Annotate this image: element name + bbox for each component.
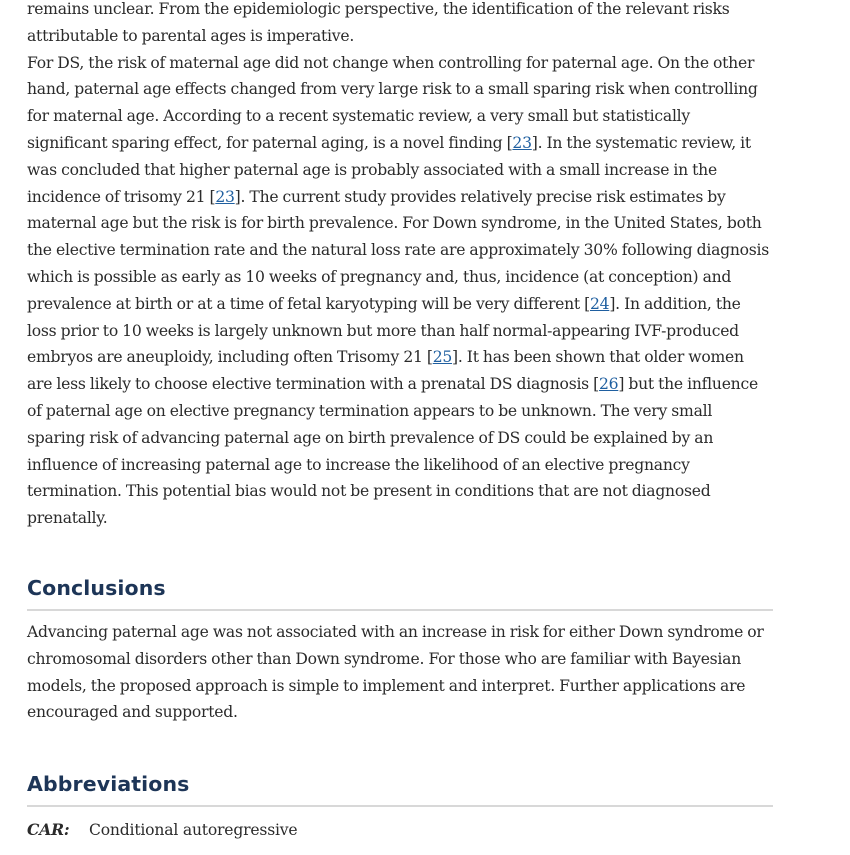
- paragraph-text: ]. In addition, the loss prior to 10 weeks is largely unknown but more than half normal-appearing IVF-produced embryos are aneuploidy, including often Trisomy 21 [: [27, 294, 741, 367]
- paragraph-text: For DS, the risk of maternal age did not change when controlling for paternal age. On the other hand, paternal age effects changed from very large risk to a small sparing risk when controlling for maternal age. According to a recent systematic review, a very small but statistically significant sparing effect, for paternal aging, is a novel finding [: [27, 53, 758, 152]
- section-divider: [27, 609, 773, 611]
- paragraph-text: ]. It has been shown that older women are less likely to choose elective termination with a prenatal DS diagnosis [: [27, 348, 744, 394]
- conclusions-section: [27, 576, 773, 726]
- abbreviation-definition: Conditional autoregressive: [89, 821, 298, 840]
- citation-link-26[interactable]: 26: [598, 375, 619, 394]
- abbreviation-term: CAR:: [27, 820, 70, 840]
- conclusions-heading: Conclusions: [27, 575, 166, 600]
- citation-link-23[interactable]: 23: [512, 133, 532, 152]
- discussion-paragraph-2: [27, 50, 773, 532]
- abbreviations-heading: Abbreviations: [27, 772, 190, 797]
- section-divider: [27, 805, 773, 807]
- abbreviations-section: [27, 772, 773, 843]
- conclusions-paragraph: Advancing paternal age was not associated with an increase in risk for either Down syndrome or chromosomal disorders other than Down syndrome. For those who are familiar with Bayesian models, the proposed approach is simple to implement and interpret. Further applications are encouraged and supported.: [27, 622, 764, 722]
- article-body: [27, 0, 773, 843]
- paragraph-text: ]. In the systematic review, it was concluded that higher paternal age is probably associated with a small increase in the incidence of trisomy 21 [: [27, 133, 751, 206]
- discussion-paragraph-1: remains unclear. From the epidemiologic perspective, the identification of the relevant risks attributable to parental ages is imperative.: [27, 0, 730, 45]
- citation-link-24[interactable]: 24: [589, 294, 610, 313]
- paragraph-text: ]. The current study provides relatively precise risk estimates by maternal age but the risk is for birth prevalence. For Down syndrome, in the United States, both the elective termination rate and the natural loss rate are approximately 30% following diagnosis which is possible as early as 10 weeks of pregnancy and, thus, incidence (at conception) and prevalence at birth or at a time of fetal karyotyping will be very different [: [27, 187, 770, 313]
- citation-link-25[interactable]: 25: [432, 348, 453, 367]
- citation-link-23[interactable]: 23: [215, 187, 235, 206]
- paragraph-text: ] but the influence of paternal age on elective pregnancy termination appears to be unknown. The very small sparing risk of advancing paternal age on birth prevalence of DS could be explained by an influence of increasing paternal age to increase the likelihood of an elective pregnancy termination. This potential bias would not be present in conditions that are not diagnosed prenatally.: [27, 375, 758, 528]
- abbreviation-item: [27, 817, 773, 843]
